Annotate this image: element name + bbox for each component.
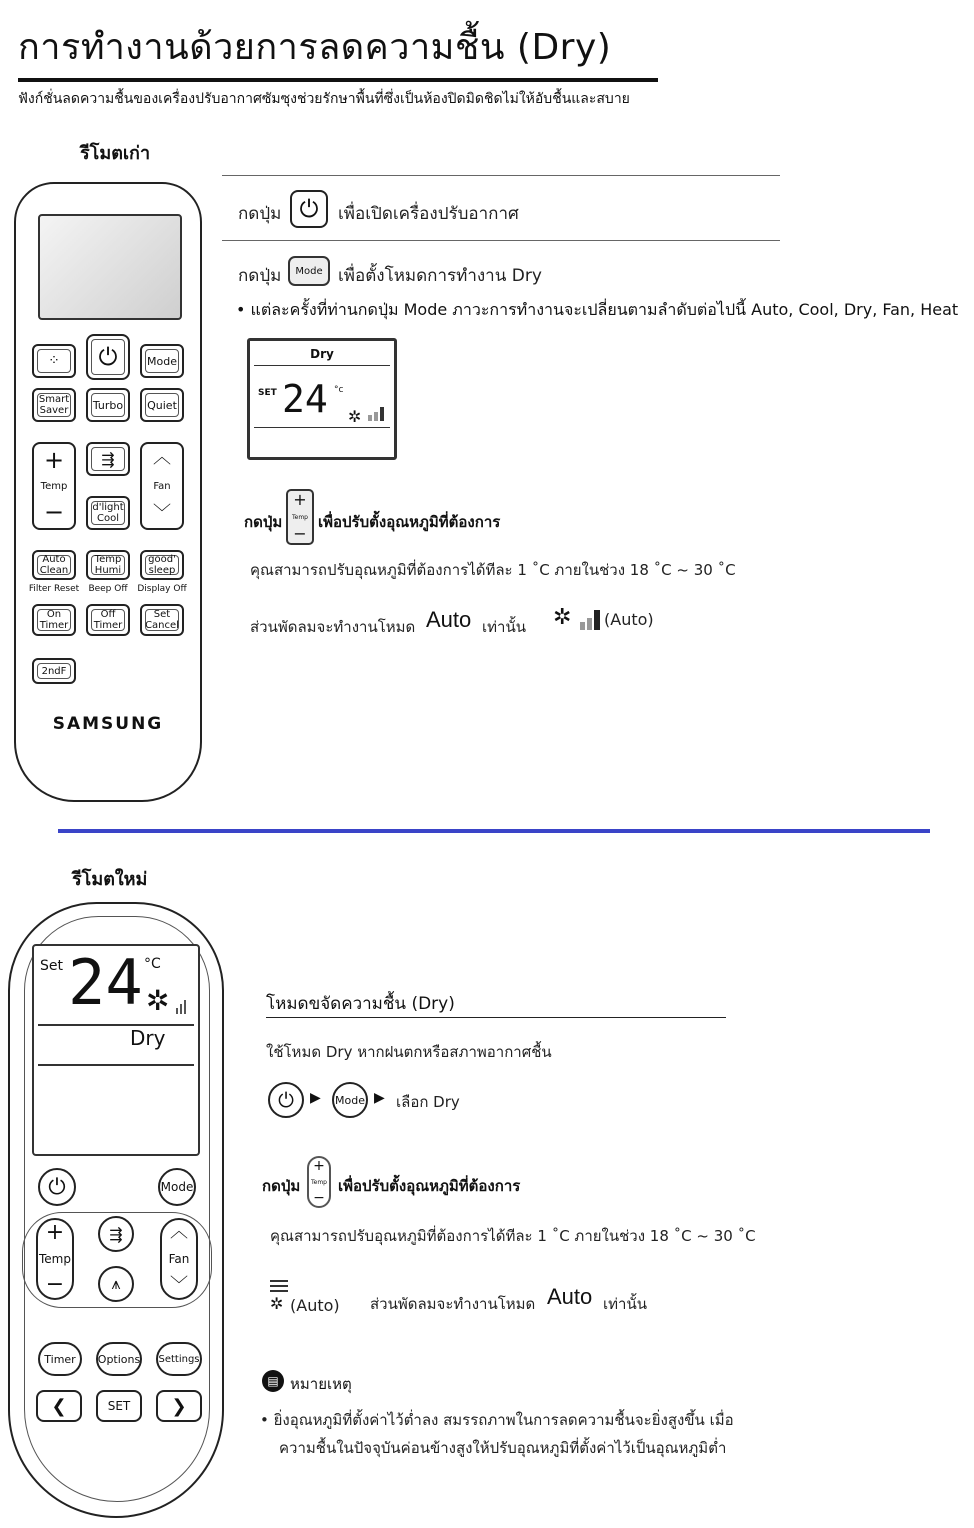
note-heading: หมายเหตุ	[290, 1375, 352, 1393]
new-temp-note: คุณสามารถปรับอุณหภูมิที่ต้องการได้ทีละ 1 ˚C ภายในช่วง 18 ˚C ~ 30 ˚C	[270, 1227, 756, 1245]
display-unit-text: °C	[144, 956, 161, 972]
old-fan-mode: Auto	[426, 607, 472, 632]
old-remote-heading: รีโมตเก่า	[80, 143, 151, 164]
old-temp-humi-label: Temp Humi	[91, 555, 125, 575]
new-fan-label: Fan	[168, 1252, 190, 1266]
page-subtitle: ฟังก์ชั่นลดความชื้นของเครื่องปรับอากาศซัมซุงช่วยรักษาพื้นที่ซึ่งเป็นห้องปิดมิดชิดไม่ให้อับชื้นและสบาย	[18, 91, 630, 107]
lcd-unit-text: °c	[334, 385, 344, 395]
chevron-up-icon: ︿	[153, 447, 171, 468]
title-underline	[18, 78, 658, 82]
old-on-timer-button[interactable]	[32, 604, 76, 636]
new-temp-rocker[interactable]	[36, 1218, 74, 1300]
old-fan-rocker[interactable]	[140, 442, 184, 530]
chevron-left-icon: ❮	[51, 1395, 67, 1417]
old-fan-suffix: เท่านั้น	[482, 618, 526, 636]
airflow-icon: ⩚	[111, 1274, 121, 1293]
old-step3-suffix: เพื่อปรับตั้งอุณหภูมิที่ต้องการ	[318, 513, 501, 531]
new-step-prefix: กดปุ่ม	[262, 1177, 301, 1195]
new-remote-display	[32, 944, 200, 1156]
old-quiet-button[interactable]	[140, 388, 184, 422]
old-turbo-button[interactable]	[86, 388, 130, 422]
new-mode-button[interactable]: Mode	[158, 1168, 196, 1206]
new-temp-label: Temp	[39, 1252, 71, 1266]
power-key-icon: ⏻	[268, 1082, 304, 1118]
new-fan-rocker[interactable]	[160, 1218, 198, 1300]
chevron-up-icon: ︿	[170, 1221, 188, 1242]
old-step1-suffix: เพื่อเปิดเครื่องปรับอากาศ	[338, 204, 519, 224]
old-off-timer-button[interactable]	[86, 604, 130, 636]
old-temp-humi-button[interactable]	[86, 550, 130, 580]
old-lcd-illustration	[247, 338, 397, 460]
old-temp-note: คุณสามารถปรับอุณหภูมิที่ต้องการได้ทีละ 1 ˚C ภายในช่วง 18 ˚C ~ 30 ˚C	[250, 561, 736, 579]
lcd-set-text: SET	[258, 388, 277, 398]
old-smart-saver-button[interactable]	[32, 388, 76, 422]
old-quiet-label: Quiet	[145, 393, 179, 417]
minus-icon: −	[45, 1272, 65, 1297]
plus-icon: +	[45, 1220, 65, 1245]
old-auto-clean-label: Auto Clean	[37, 555, 71, 575]
new-windfree-button[interactable]	[98, 1266, 134, 1302]
old-dlight-button[interactable]	[86, 496, 130, 530]
old-set-cancel-label: Set Cancel	[145, 609, 179, 631]
new-fan-auto: (Auto)	[290, 1296, 340, 1315]
plus-icon: +	[43, 446, 65, 474]
fan-icon: ✲	[553, 605, 572, 630]
display-off-label: Display Off	[137, 584, 187, 594]
old-remote	[14, 182, 202, 802]
old-temp-key-icon	[286, 489, 314, 545]
old-mode-button[interactable]	[140, 344, 184, 378]
old-turbo-label: Turbo	[91, 393, 125, 417]
old-good-sleep-button[interactable]	[140, 550, 184, 580]
old-mode-key-icon: Mode	[288, 256, 330, 286]
old-off-timer-label: Off Timer	[91, 609, 125, 631]
old-fan-auto: (Auto)	[604, 610, 654, 629]
plus-icon: +	[293, 490, 307, 509]
old-2ndf-label: 2ndF	[37, 663, 71, 679]
old-temp-rocker[interactable]	[32, 442, 76, 530]
old-2ndf-button[interactable]	[32, 658, 76, 684]
fan-bar-2	[374, 412, 378, 421]
mode-key-icon: Mode	[332, 1082, 368, 1118]
old-power-key-icon: ⏻	[290, 190, 328, 228]
chevron-right-icon: ❯	[171, 1395, 187, 1417]
new-step-suffix: เพื่อปรับตั้งอุณหภูมิที่ต้องการ	[338, 1177, 521, 1195]
lcd-temp-text: 24	[282, 377, 328, 421]
note-line-1: • ยิ่งอุณหภูมิที่ตั้งค่าไว้ต่ำลง สมรรถภาพในการลดความชื้นจะยิ่งสูงขึ้น เมื่อ	[260, 1411, 734, 1429]
fan-icon: ✲	[348, 407, 362, 426]
new-fan-mode: Auto	[547, 1284, 593, 1309]
page-title: การทำงานด้วยการลดความชื้น (Dry)	[18, 27, 612, 68]
fan-bar-3	[380, 407, 384, 421]
chevron-down-icon: ﹀	[170, 1275, 188, 1296]
old-step2-suffix: เพื่อตั้งโหมดการทำงาน Dry	[338, 266, 542, 286]
old-on-timer-label: On Timer	[37, 609, 71, 631]
power-icon: ⏻	[48, 1174, 66, 1200]
old-power-button[interactable]	[86, 334, 130, 380]
plus-icon: +	[313, 1158, 325, 1174]
new-heading-underline	[266, 1017, 726, 1018]
old-ion-button[interactable]	[32, 344, 76, 378]
fan-bar-1	[580, 622, 585, 630]
old-temp-label: Temp	[40, 480, 68, 492]
arrow-right-icon: ▶	[310, 1090, 321, 1106]
new-remote	[8, 902, 224, 1518]
new-remote-heading: รีโมตใหม่	[72, 869, 148, 890]
divider-mid	[222, 240, 780, 241]
wind-level-icon	[270, 1280, 288, 1282]
display-mode-text: Dry	[130, 1026, 166, 1050]
new-options-button[interactable]: Options	[96, 1342, 142, 1376]
old-auto-clean-button[interactable]	[32, 550, 76, 580]
display-temp-text: 24	[68, 946, 143, 1019]
old-remote-lcd	[38, 214, 182, 320]
old-smart-saver-label: Smart Saver	[38, 394, 70, 416]
temp-key-icon	[307, 1156, 331, 1208]
note-line-2: ความชื้นในปัจจุบันค่อนข้างสูงให้ปรับอุณหภูมิที่ตั้งค่าไว้เป็นอุณหภูมิต่ำ	[279, 1439, 727, 1457]
note-icon: ▤	[262, 1370, 284, 1392]
minus-icon: −	[313, 1190, 325, 1206]
new-section-heading: โหมดขจัดความชื้น (Dry)	[266, 994, 455, 1014]
minus-icon: −	[293, 524, 307, 543]
lcd-mode-text: Dry	[310, 347, 334, 361]
old-mode-bullet: • แต่ละครั้งที่ท่านกดปุ่ม Mode ภาวะการทำงานจะเปลี่ยนตามลำดับต่อไปนี้ Auto, Cool, Dry, Fan, Heat	[236, 300, 959, 319]
minus-icon: −	[43, 498, 65, 526]
fan-icon: ✲	[270, 1294, 284, 1313]
fan-bar-2	[587, 618, 592, 630]
new-usage: ใช้โหมด Dry หากฝนตกหรือสภาพอากาศชื้น	[266, 1043, 552, 1061]
new-right-button[interactable]	[156, 1390, 202, 1422]
beep-off-label: Beep Off	[88, 584, 128, 594]
swing-icon: ⇶	[109, 1224, 123, 1244]
old-swing-button[interactable]	[86, 442, 130, 476]
fan-icon: ✲	[146, 984, 170, 1017]
old-dlight-label: d'light Cool	[92, 502, 124, 524]
select-dry: เลือก Dry	[396, 1093, 460, 1111]
fan-bar-3	[594, 610, 600, 630]
old-step1-prefix: กดปุ่ม	[238, 204, 282, 224]
old-step2-prefix: กดปุ่ม	[238, 266, 282, 286]
new-fan-prefix: ส่วนพัดลมจะทำงานโหมด	[370, 1295, 536, 1313]
new-swing-button[interactable]	[98, 1216, 134, 1252]
filter-reset-label: Filter Reset	[28, 584, 80, 594]
new-fan-suffix: เท่านั้น	[603, 1295, 647, 1313]
fan-bar-1	[368, 415, 372, 421]
old-fan-label: Fan	[153, 480, 171, 492]
old-temp-key-label: Temp	[292, 513, 308, 521]
section-divider	[58, 829, 930, 833]
old-good-sleep-label: good' sleep	[145, 555, 179, 575]
arrow-right-icon: ▶	[374, 1090, 385, 1106]
power-icon: ⏻	[91, 339, 125, 375]
samsung-logo: SAMSUNG	[52, 714, 164, 734]
old-mode-label: Mode	[145, 349, 179, 373]
swing-icon: ⇶	[91, 447, 125, 471]
old-set-cancel-button[interactable]	[140, 604, 184, 636]
old-fan-prefix: ส่วนพัดลมจะทำงานโหมด	[250, 618, 416, 636]
old-step3-prefix: กดปุ่ม	[244, 513, 283, 531]
ion-icon: ⁘	[37, 349, 71, 373]
temp-key-label: Temp	[311, 1178, 327, 1186]
new-left-button[interactable]	[36, 1390, 82, 1422]
display-set-text: Set	[40, 958, 63, 974]
new-set-button[interactable]: SET	[96, 1390, 142, 1422]
divider-top	[222, 175, 780, 176]
new-settings-button[interactable]: Settings	[156, 1342, 202, 1376]
new-timer-button[interactable]: Timer	[38, 1342, 82, 1376]
new-power-button[interactable]	[38, 1168, 76, 1206]
chevron-down-icon: ﹀	[153, 503, 171, 524]
